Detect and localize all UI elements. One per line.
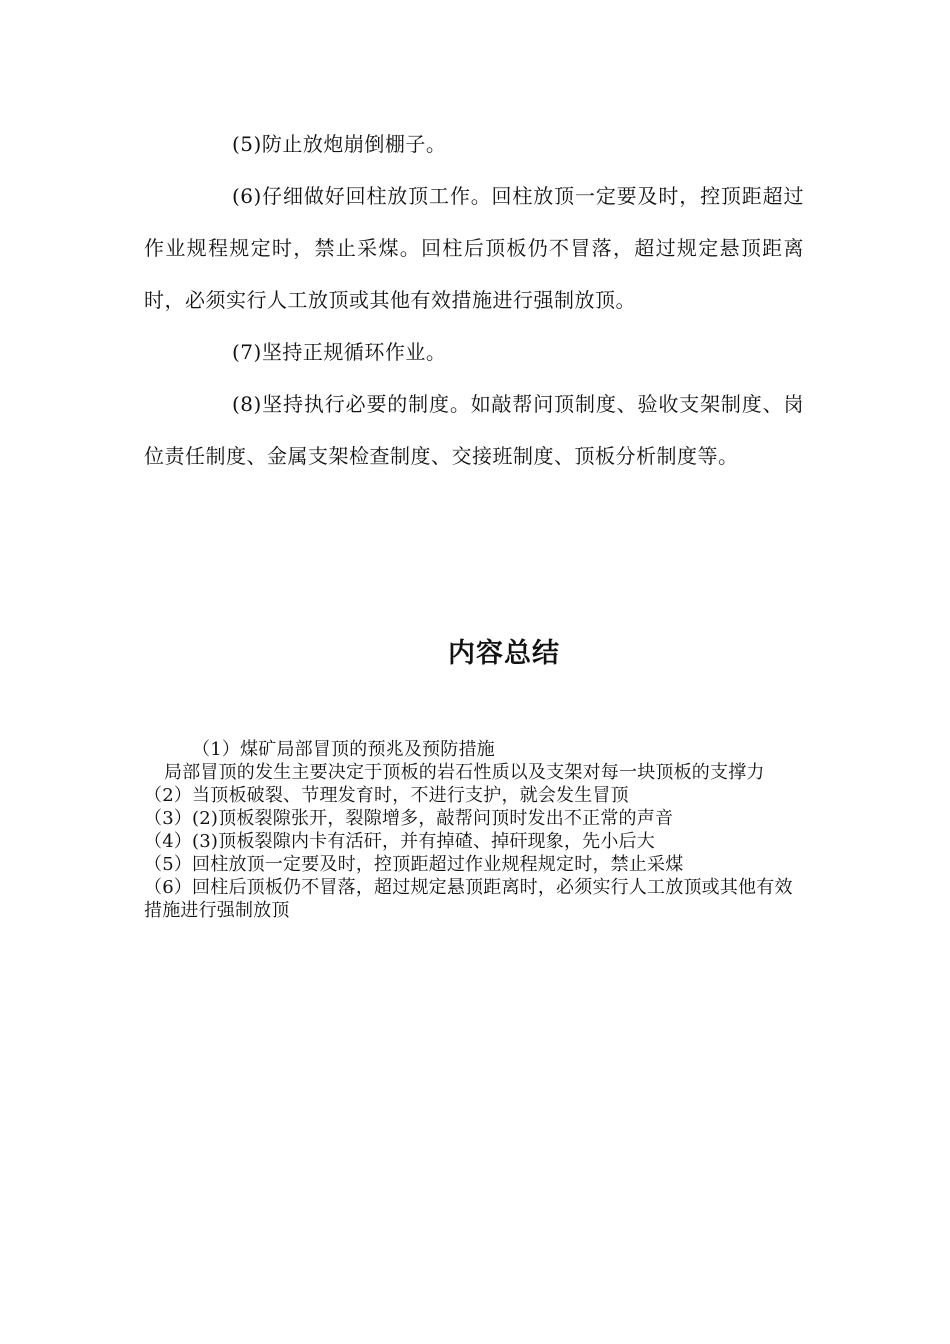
- body-text: [144, 118, 804, 482]
- paragraph-5: (5)防止放炮崩倒棚子。: [232, 132, 447, 156]
- summary-list: [144, 738, 804, 922]
- summary-line: （1）煤矿局部冒顶的预兆及预防措施: [192, 739, 495, 760]
- paragraph-6: (6)仔细做好回柱放顶工作。回柱放顶一定要及时，控顶距超过作业规程规定时，禁止采煤。回柱后顶板仍不冒落，超过规定悬顶距离时，必须实行人工放顶或其他有效措施进行强制放顶。: [144, 184, 804, 312]
- summary-line: （6）回柱后顶板仍不冒落，超过规定悬顶距离时，必须实行人工放顶或其他有效措施进行强制放顶: [144, 877, 793, 921]
- summary-line: （3）(2)顶板裂隙张开，裂隙增多，敲帮问顶时发出不正常的声音: [144, 808, 674, 829]
- summary-line: （5）回柱放顶一定要及时，控顶距超过作业规程规定时，禁止采煤: [144, 854, 684, 875]
- paragraph-7: (7)坚持正规循环作业。: [232, 340, 447, 364]
- summary-title: 内容总结: [448, 638, 560, 669]
- summary-line: （2）当顶板破裂、节理发育时，不进行支护，就会发生冒顶: [144, 785, 629, 806]
- summary-line: 局部冒顶的发生主要决定于顶板的岩石性质以及支架对每一块顶板的支撑力: [164, 762, 765, 783]
- summary-line: （4）(3)顶板裂隙内卡有活矸，并有掉碴、掉矸现象，先小后大: [144, 831, 655, 852]
- paragraph-8: (8)坚持执行必要的制度。如敲帮问顶制度、验收支架制度、岗位责任制度、金属支架检查制度、交接班制度、顶板分析制度等。: [144, 392, 804, 468]
